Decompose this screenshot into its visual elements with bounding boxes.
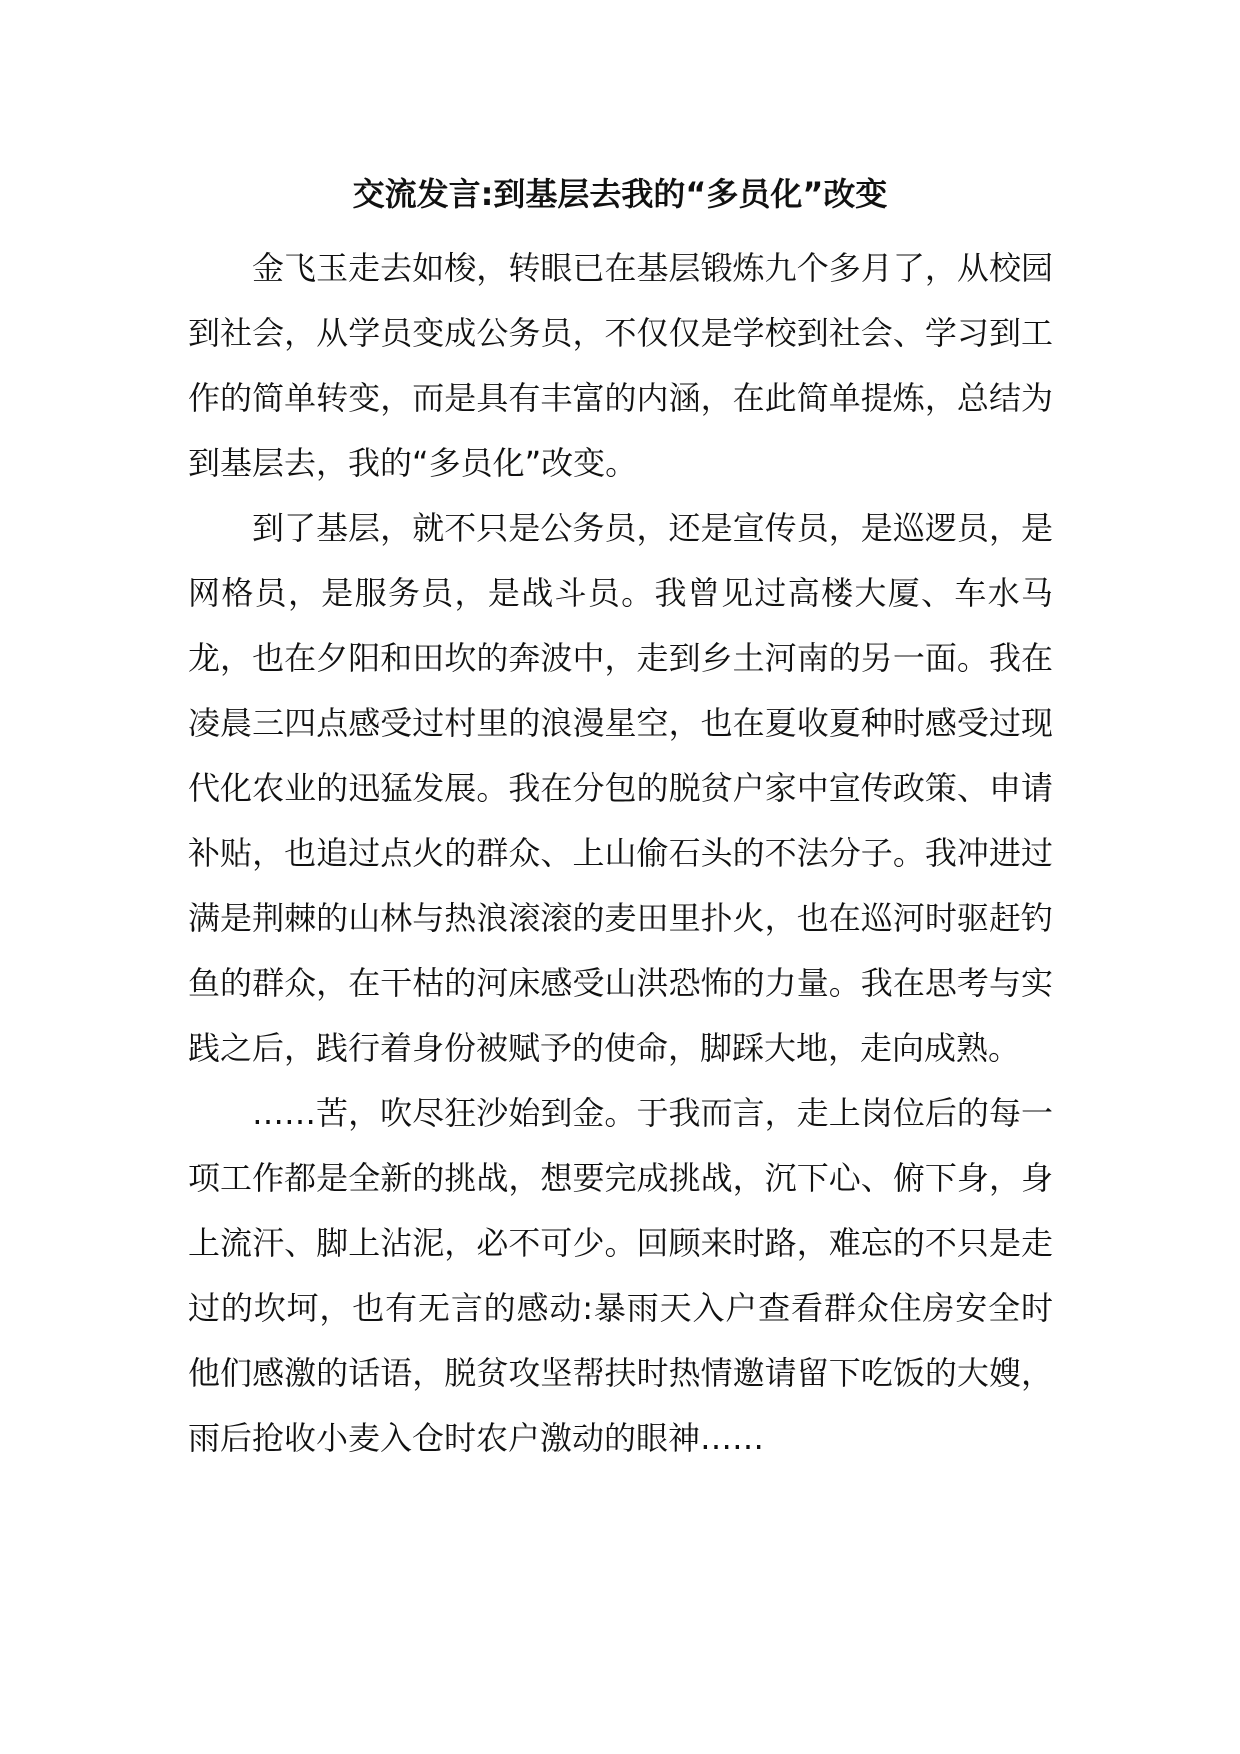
- document-title: 交流发言:到基层去我的“多员化”改变: [352, 175, 888, 213]
- paragraph-3: ……苦，吹尽狂沙始到金。于我而言，走上岗位后的每一项工作都是全新的挑战，想要完成挑战，沉下心、俯下身，身上流汗、脚上沾泥，必不可少。回顾来时路，难忘的不只是走过的坎坷，也有无言的感动:暴雨天入户查看群众住房安全时他们感激的话语，脱贫攻坚帮扶时热情邀请留下吃饭的大嫂，雨后抢收小麦入仓时农户激动的眼神……: [188, 1094, 1053, 1457]
- paragraph-2: 到了基层，就不只是公务员，还是宣传员，是巡逻员，是网格员，是服务员，是战斗员。我曾见过高楼大厦、车水马龙，也在夕阳和田坎的奔波中，走到乡土河南的另一面。我在凌晨三四点感受过村里的浪漫星空，也在夏收夏种时感受过现代化农业的迅猛发展。我在分包的脱贫户家中宣传政策、申请补贴，也追过点火的群众、上山偷石头的不法分子。我冲进过满是荆棘的山林与热浪滚滚的麦田里扑火，也在巡河时驱赶钓鱼的群众，在干枯的河床感受山洪恐怖的力量。我在思考与实践之后，践行着身份被赋予的使命，脚踩大地，走向成熟。: [188, 509, 1053, 1067]
- document-body: [188, 236, 1053, 1471]
- paragraph-1: 金飞玉走去如梭，转眼已在基层锻炼九个多月了，从校园到社会，从学员变成公务员，不仅仅是学校到社会、学习到工作的简单转变，而是具有丰富的内涵，在此简单提炼，总结为到基层去，我的“多员化”改变。: [188, 249, 1053, 482]
